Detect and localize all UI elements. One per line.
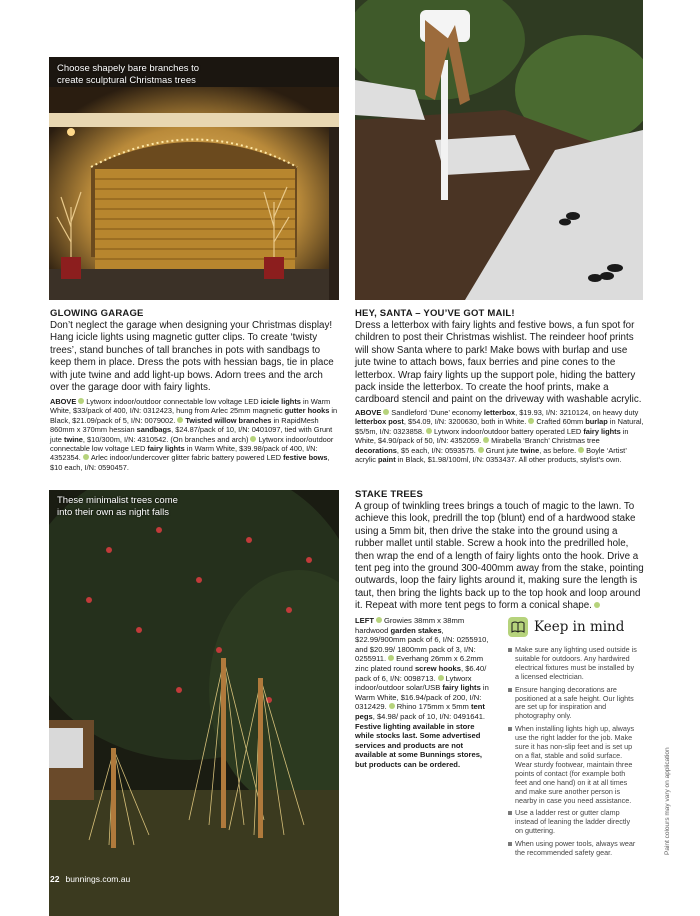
list-item: Ensure hanging decorations are positioned at a safe height. Our lights are set up for inspiration and photography only. xyxy=(508,686,638,722)
bullet-dot-icon xyxy=(83,454,89,460)
santa-body: Dress a letterbox with fairy lights and festive bows, a fun spot for children to post their Christmas wishlist. The reindeer hoof prints will show Santa where to park! Make bows with burlap and use jute twine to attach bows, faux berries and pine cones to the letterbox. Wrap fairy lights up the support pole, hiding the battery pack inside the letterbox. To create the hoof prints, make a cardboard stencil and paint on the driveway with washable acrylic. xyxy=(355,320,642,406)
keep-in-mind-title-row xyxy=(508,617,638,637)
keep-in-mind-box xyxy=(508,617,638,862)
bullet-dot-icon xyxy=(376,617,382,623)
garage-photo xyxy=(49,57,339,300)
stake-trees-body: A group of twinkling trees brings a touch of magic to the lawn. To achieve this look, predrill the top (blunt) end of a hardwood stake using a 5mm bit, then drive the stake into the ground using a rubber mallet until stable. Screw a hook into the predrilled hole, then wrap the end of a length of fairy lights onto the hook. Drive a tent peg into the ground 300-400mm away from the stake, pointing outwards, loop the fairy lights around it, making sure the length is taut, then bring the lights back up to the top hook and loop around it. Repeat with more tent pegs to form a conical shape. xyxy=(355,501,644,612)
bullet-dot-icon xyxy=(388,655,394,661)
page-footer xyxy=(50,874,130,884)
glowing-garage-body: Don’t neglect the garage when designing your Christmas display! Hang icicle lights using magnetic gutter clips. To create ‘twisty trees’, stand bunches of tall branches in pots with sandbags to keep them in place. Dress the pots with hessian bags, tie in place with jute twine and add light-up bows. Adorn trees and the arch over the garage door with fairy lights. xyxy=(50,320,334,394)
keep-in-mind-heading: Keep in mind xyxy=(534,619,625,635)
bullet-dot-icon xyxy=(528,418,534,424)
bullet-dot-icon xyxy=(389,703,395,709)
letterbox-photo xyxy=(355,0,643,300)
page-number: 22 xyxy=(50,874,60,884)
bullet-dot-icon xyxy=(578,447,584,453)
list-item: Make sure any lighting used outside is suitable for outdoors. Any hardwired electrical fixtures must be installed by a licensed electrician. xyxy=(508,646,638,682)
list-item: Use a ladder rest or gutter clamp instead of leaning the ladder directly on guttering. xyxy=(508,809,638,836)
stake-trees-caption: These minimalist trees come into their own as night falls xyxy=(57,495,178,518)
bullet-dot-icon xyxy=(438,675,444,681)
list-item: When installing lights high up, always use the right ladder for the job. Make sure it has non-slip feet and is set up on a flat, stable and solid surface. Wear sturdy footwear, maintain three points of contact (for example both feet and one hand) on it at all times and make sure another person is nearby in case you need assistance. xyxy=(508,725,638,805)
bullet-dot-icon xyxy=(483,437,489,443)
left-credits: LEFT Growies 38mm x 38mm hardwood garden stakes, $22.99/900mm pack of 6, I/N: 0255910, and $20.99/ 1800mm pack of 3, I/N: 0255911. Everhang 26mm x 6.2mm zinc plated round screw hooks, $6.40/ pack of 6, I/N: 0098713. Lytworx indoor/outdoor solar/USB fairy lights in Warm White, $16.94/pack of 200, I/N: 0312429. Rhino 175mm x 5mm tent pegs, $4.98/ pack of 10, I/N: 0491641. Festive lighting available in store while stocks last. Some advertised services and products are not available at some Bunnings stores, but products can be ordered. xyxy=(355,616,489,769)
bullet-dot-icon xyxy=(426,428,432,434)
santa-credits: ABOVE Sandleford ‘Dune’ economy letterbox, $19.93, I/N: 3210124, on heavy duty letterbox post, $54.09, I/N: 3200630, both in White. Crafted 60mm burlap in Natural, $5/5m, I/N: 0323858. Lytworx indoor/outdoor battery operated LED fairy lights in White, $4.90/pack of 50, I/N: 4352059. Mirabella ‘Branch’ Christmas tree decorations, $5 each, I/N: 0593575. Grunt jute twine, as before. Boyle ‘Artist’ acrylic paint in Black, $1.98/100ml, I/N: 0353437. All other products, stylist’s own. xyxy=(355,408,644,465)
bullet-dot-icon xyxy=(383,409,389,415)
bullet-dot-icon xyxy=(177,417,183,423)
site-url[interactable]: bunnings.com.au xyxy=(65,874,131,884)
bullet-dot-icon xyxy=(478,447,484,453)
bullet-dot-icon xyxy=(250,436,256,442)
list-item: When using power tools, always wear the recommended safety gear. xyxy=(508,840,638,858)
stake-trees-heading: STAKE TREES xyxy=(355,489,424,500)
book-icon xyxy=(508,617,528,637)
garage-photo-caption: Choose shapely bare branches to create sculptural Christmas trees xyxy=(57,63,200,86)
bullet-dot-icon xyxy=(78,398,84,404)
keep-in-mind-list xyxy=(508,646,638,858)
glowing-garage-credits: ABOVE Lytworx indoor/outdoor connectable low voltage LED icicle lights in Warm White, $33/pack of 400, I/N: 0312423, hung from Arlec 25mm magnetic gutter hooks in Black, $21.09/pack of 5, I/N: 0079002. Twisted willow branches in RapidMesh 860mm x 370mm hessian sandbags, $24.87/pack of 10, I/N: 0401097, tied with Grunt jute twine, $10/300m, I/N: 4310542. (On branches and arch) Lytworx indoor/outdoor connectable low voltage LED fairy lights in Warm White, $39.98/pack of 400, I/N: 4352354. Arlec indoor/undercover glitter fabric battery powered LED festive bows, $10 each, I/N: 0590457. xyxy=(50,397,338,472)
paint-colours-note: Paint colours may vary on application xyxy=(664,747,671,855)
glowing-garage-heading: GLOWING GARAGE xyxy=(50,308,144,319)
santa-heading: HEY, SANTA – YOU’VE GOT MAIL! xyxy=(355,308,515,319)
end-dot-icon xyxy=(594,602,600,608)
stake-trees-photo xyxy=(49,490,339,916)
